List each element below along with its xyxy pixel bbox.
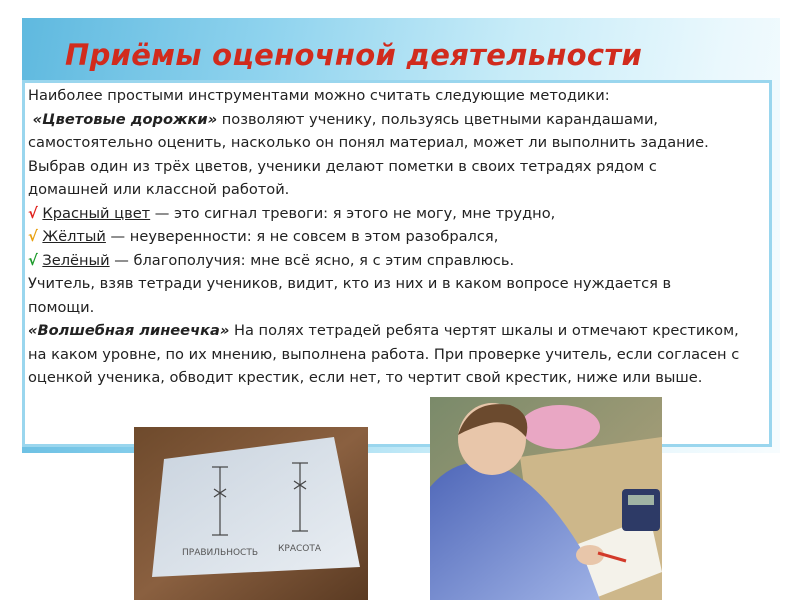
method2-name: «Волшебная линеечка»	[28, 322, 230, 339]
scales-photo	[134, 427, 368, 600]
check-icon: √	[28, 204, 38, 222]
color-text: — это сигнал тревоги: я этого не могу, мне трудно,	[150, 204, 556, 222]
color-item-yellow	[28, 225, 740, 249]
method1-paragraph	[28, 108, 740, 202]
color-name: Зелёный	[42, 251, 110, 269]
teacher-text: Учитель, взяв тетради учеников, видит, кто из них и в каком вопросе нуждается в помощи.	[28, 275, 672, 316]
check-icon: √	[28, 228, 38, 245]
student-photo	[430, 397, 662, 600]
color-name: Красный цвет	[42, 204, 151, 222]
scale-label-left: ПРАВИЛЬНОСТЬ	[182, 548, 259, 558]
intro-text: Наиболее простыми инструментами можно считать следующие методики:	[28, 87, 610, 104]
scale-label-right: КРАСОТА	[278, 544, 321, 554]
method1-name: «Цветовые дорожки»	[32, 110, 218, 128]
color-text: — благополучия: мне всё ясно, я с этим справлюсь.	[109, 251, 515, 269]
method1-text: позволяют ученику, пользуясь цветными карандашами, самостоятельно оценить, насколько он понял материал, может ли выполнить задание. Выбрав один из трёх цветов, ученики делают пометки в своих тетрадях рядом с домашней или классной работой.	[28, 110, 709, 198]
teacher-paragraph	[28, 272, 740, 319]
slide-title: Приёмы оценочной деятельности	[65, 38, 643, 72]
color-text: — неуверенности: я не совсем в этом разобрался,	[105, 228, 499, 245]
body-text	[28, 84, 740, 390]
color-item-red	[28, 202, 740, 226]
check-icon: √	[28, 251, 38, 269]
color-item-green	[28, 249, 740, 273]
intro-paragraph	[28, 84, 740, 108]
color-name: Жёлтый	[42, 228, 106, 245]
method2-text: На полях тетрадей ребята чертят шкалы и отмечают крестиком, на каком уровне, по их мнению, выполнена работа. При проверке учитель, если согласен с оценкой ученика, обводит крестик, если нет, то чертит свой крестик, ниже или выше.	[28, 322, 740, 386]
method2-paragraph	[28, 319, 740, 390]
